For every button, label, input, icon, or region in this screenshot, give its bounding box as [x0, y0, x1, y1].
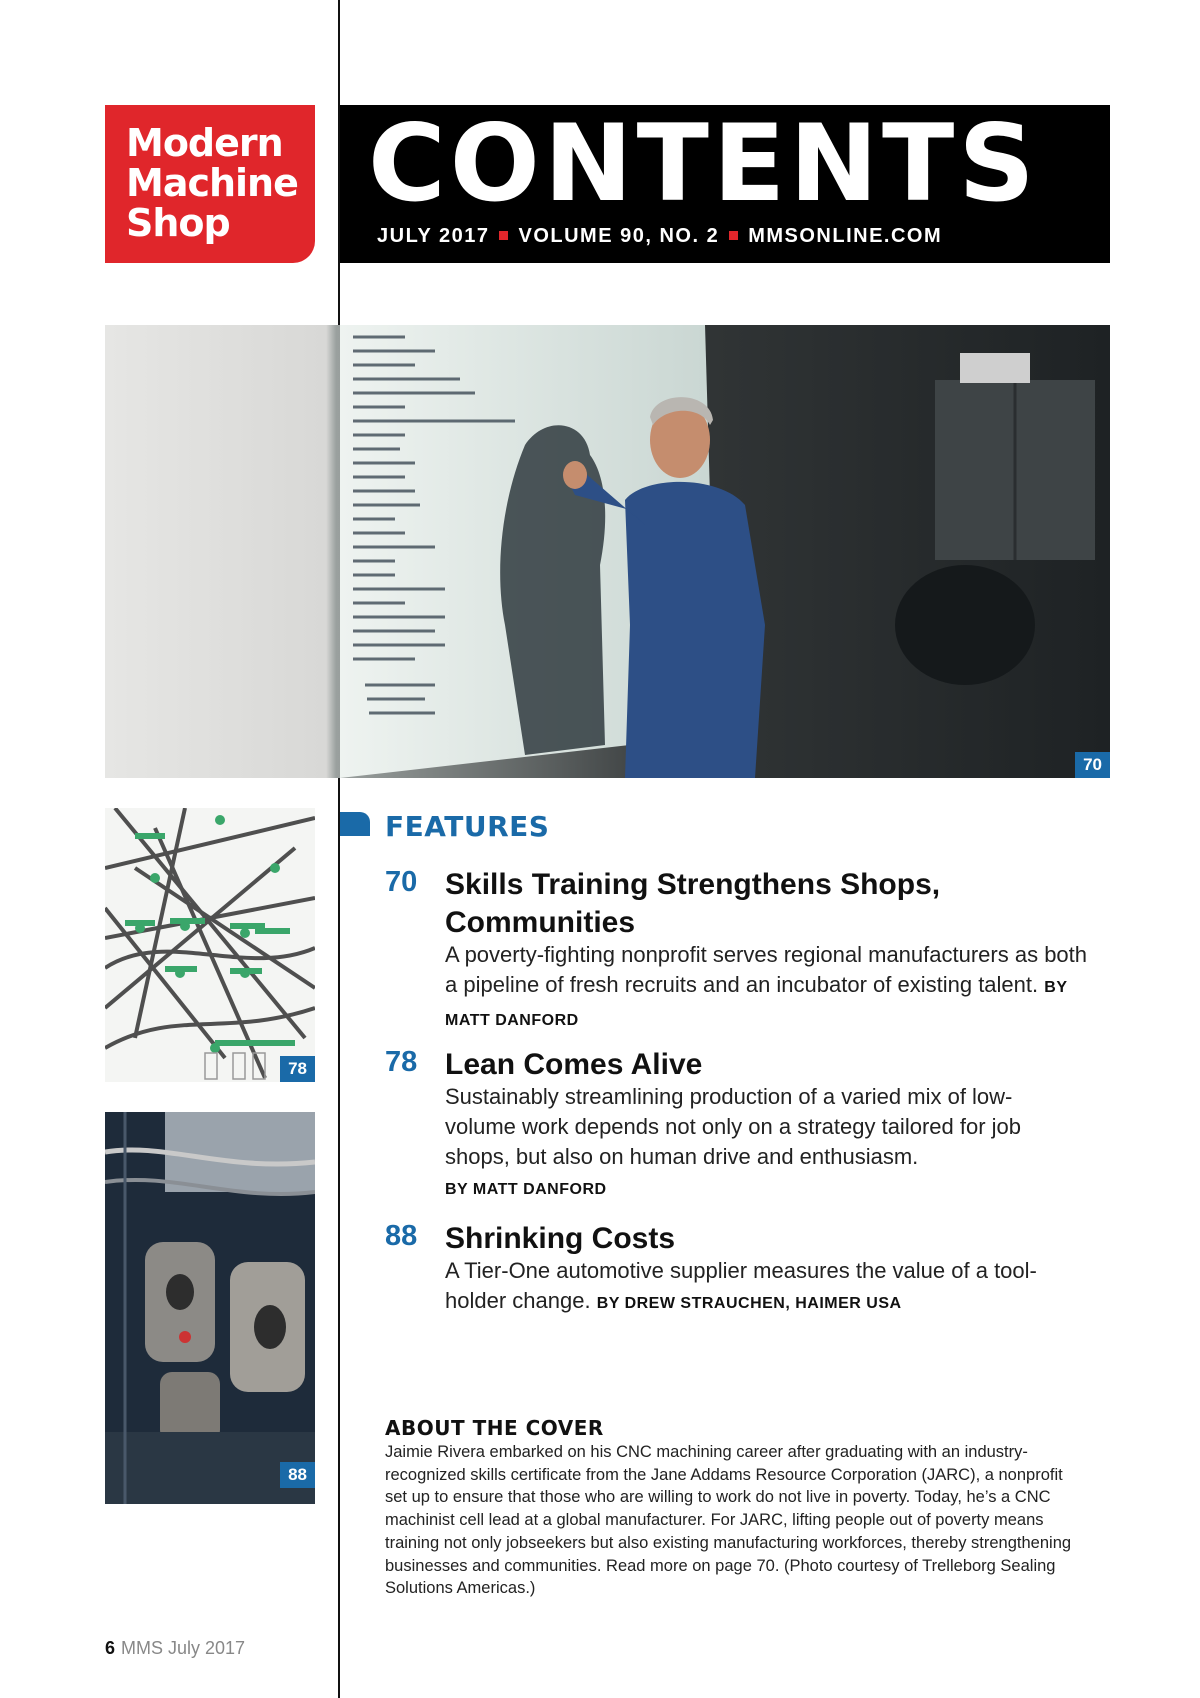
feature-byline: BY DREW STRAUCHEN, HAIMER USA — [596, 1295, 902, 1312]
issue-info — [377, 225, 942, 248]
issue-volume: VOLUME 90, NO. 2 — [518, 225, 720, 247]
issue-date: JULY 2017 — [377, 225, 490, 247]
feature-title[interactable]: Shrinking Costs — [445, 1222, 676, 1255]
footer-issue: MMS July 2017 — [121, 1638, 246, 1658]
footer-page-number: 6 — [105, 1638, 116, 1658]
shrinking-costs-page-badge[interactable]: 88 — [280, 1462, 315, 1488]
website-link[interactable]: MMSONLINE.COM — [748, 225, 943, 247]
page-footer — [105, 1638, 245, 1659]
feature-title[interactable]: Lean Comes Alive — [445, 1048, 703, 1081]
separator-square-icon — [499, 231, 508, 240]
cover-page-badge[interactable]: 70 — [1075, 752, 1110, 778]
features-tab-marker — [340, 812, 370, 836]
page-title: CONTENTS — [368, 102, 1039, 225]
features-heading: FEATURES — [385, 810, 550, 843]
machine-parts-illustration — [105, 1112, 315, 1504]
feature-item-skills-training[interactable] — [385, 866, 1105, 1029]
feature-byline: BY MATT DANFORD — [445, 1181, 607, 1198]
logo-line-2: Machine — [126, 161, 298, 205]
modern-machine-shop-logo[interactable] — [105, 105, 315, 263]
separator-square-icon — [729, 231, 738, 240]
lean-article-thumbnail[interactable] — [105, 808, 315, 1082]
lean-page-badge[interactable]: 78 — [280, 1056, 315, 1082]
network-diagram-illustration — [105, 808, 315, 1082]
shrinking-costs-thumbnail[interactable] — [105, 1112, 315, 1504]
feature-page-number: 70 — [385, 866, 418, 898]
feature-description: Sustainably streamlining production of a varied mix of low-volume work depends not only on a strategy tailored for job shops, but also on human drive and enthusiasm. BY MATT DANFORD — [445, 1084, 1021, 1198]
cover-photo[interactable] — [105, 325, 1110, 778]
feature-title[interactable]: Skills Training Strengthens Shops, Communities — [445, 868, 941, 939]
feature-description: A poverty-fighting nonprofit serves regional manufacturers as both a pipeline of fresh recruits and an incubator of existing talent. BY MATT DANFORD — [445, 942, 1088, 1029]
feature-page-number: 88 — [385, 1220, 418, 1252]
cover-photo-illustration — [105, 325, 1110, 778]
contents-header — [340, 102, 1110, 263]
feature-item-lean-comes-alive[interactable] — [385, 1046, 1105, 1196]
logo-line-1: Modern — [126, 121, 283, 165]
feature-byline: BY MATT DANFORD — [445, 979, 1068, 1029]
about-cover-text: Jaimie Rivera embarked on his CNC machining career after graduating with an industry-recognized skills certificate from the Jane Addams Resource Corporation (JARC), a nonprofit set up to ensure that those who are willing to work do not live in poverty. Today, he’s a CNC machinist cell lead at a global manufacturer. For JARC, lifting people out of poverty means training not only jobseekers but also existing manufacturing workforces, thereby strengthening businesses and communities. Read more on page 70. (Photo courtesy of Trelleborg Sealing Solutions Americas.) — [385, 1443, 1072, 1598]
feature-item-shrinking-costs[interactable] — [385, 1220, 1105, 1320]
feature-description: A Tier-One automotive supplier measures the value of a tool-holder change. BY DREW STRAUCHEN, HAIMER USA — [445, 1258, 1037, 1313]
feature-page-number: 78 — [385, 1046, 418, 1078]
about-cover-heading: ABOUT THE COVER — [385, 1416, 604, 1440]
logo-line-3: Shop — [126, 201, 230, 245]
